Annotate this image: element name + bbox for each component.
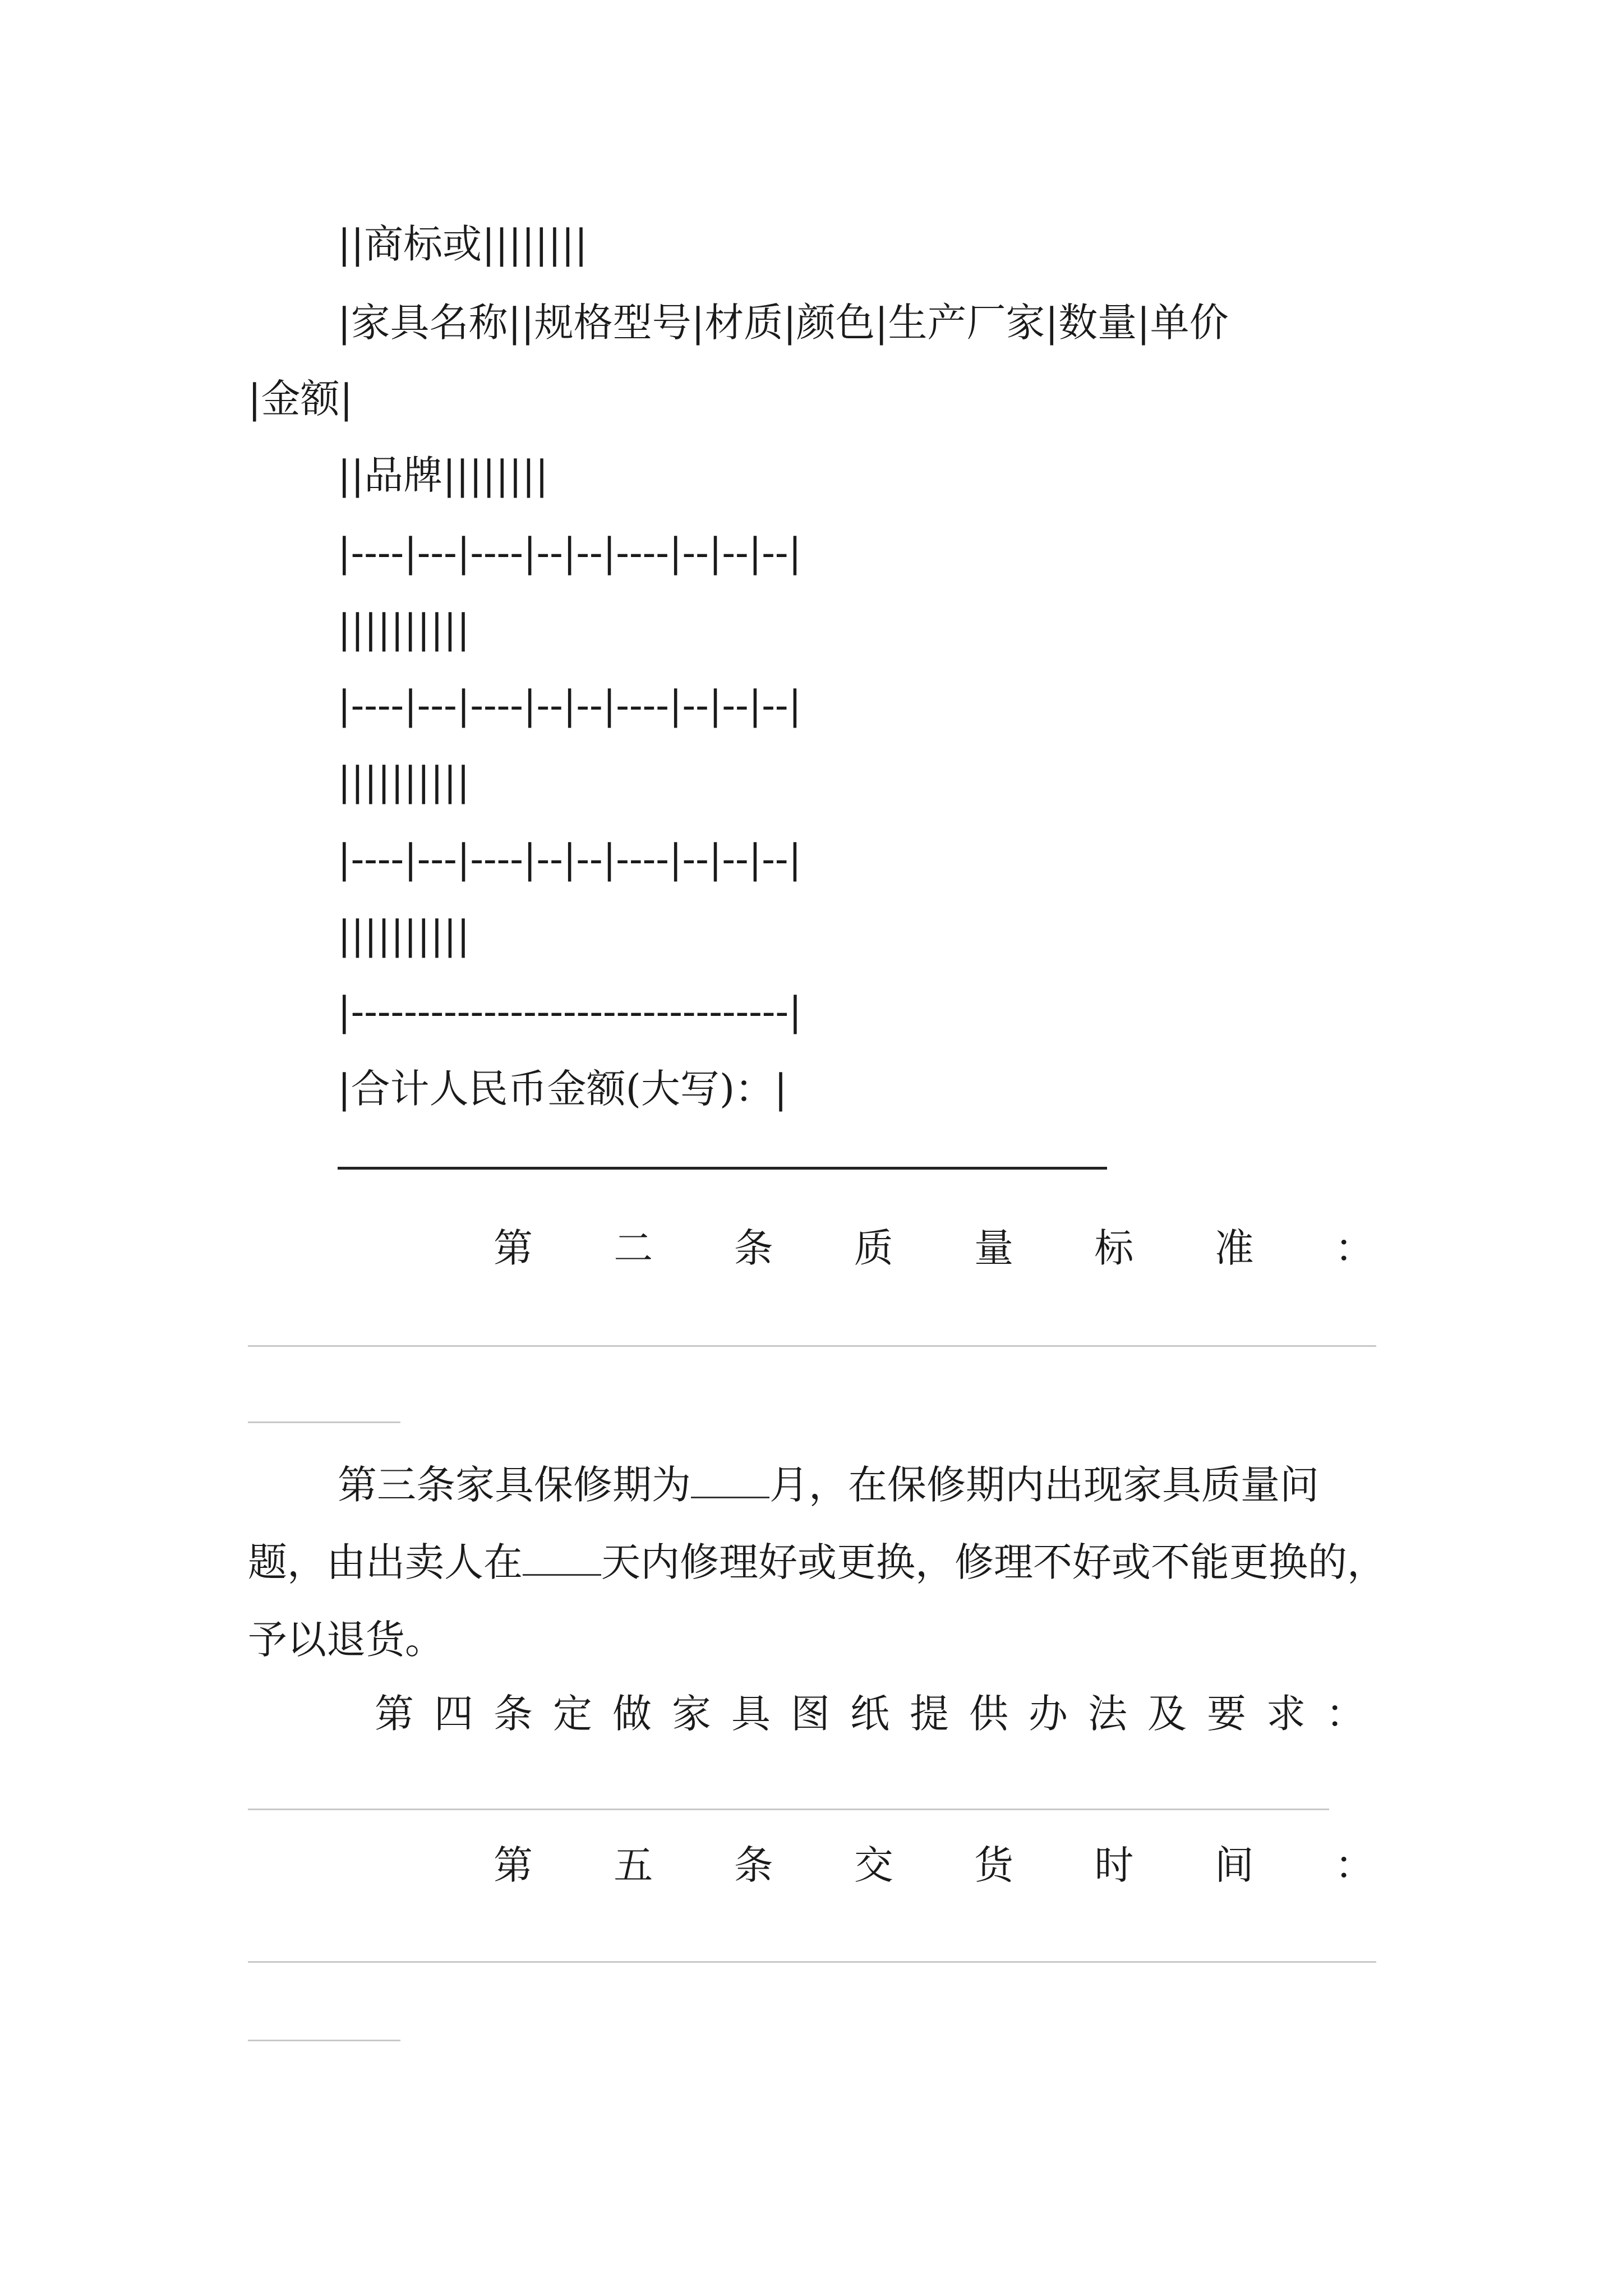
- article-5-char: 货: [974, 1842, 1014, 1888]
- article-2-char: 质: [854, 1225, 893, 1271]
- article-5-char: ：: [1334, 1842, 1374, 1888]
- article-5-fill-line-short: [248, 2040, 400, 2041]
- table-empty-row: ||||||||||: [338, 912, 470, 958]
- table-header-row-2: |家具名称||规格型号|材质|颜色|生产厂家|数量|单价: [338, 300, 1229, 346]
- table-total-amount-label: |合计人民币金额(大写)：|: [338, 1066, 787, 1112]
- article-5-char: 第: [494, 1842, 533, 1888]
- table-empty-row: ||||||||||: [338, 758, 470, 804]
- article-4-heading: 第四条定做家具图纸提供办法及要求：: [375, 1691, 1385, 1737]
- article-2-fill-line-short: [248, 1421, 400, 1423]
- article-2-char: 准: [1214, 1225, 1254, 1271]
- article-5-char: 条: [734, 1842, 773, 1888]
- table-header-row-3: ||品牌||||||||: [338, 452, 548, 498]
- article-5-heading: [494, 1840, 1374, 1890]
- article-2-fill-line: [248, 1345, 1376, 1347]
- article-2-char: 标: [1094, 1225, 1134, 1271]
- article-5-char: 五: [614, 1842, 653, 1888]
- table-header-row-2-continued: |金额|: [248, 376, 353, 422]
- article-3-paragraph: [248, 1446, 1392, 1678]
- article-2-char: 量: [974, 1225, 1014, 1271]
- table-separator: |----|---|----|--|--|----|--|--|--|: [338, 682, 802, 728]
- article-3-text: 月，在保修期内出现家具质量问题，由出卖人在: [248, 1462, 1319, 1585]
- table-separator: |----|---|----|--|--|----|--|--|--|: [338, 836, 802, 882]
- article-2-char: 第: [494, 1225, 533, 1271]
- article-5-char: 时: [1094, 1842, 1134, 1888]
- article-3-text: 天内修理好或更换，修理不好或不能更换的，予以退货。: [248, 1539, 1386, 1663]
- article-2-heading: [494, 1223, 1374, 1273]
- table-header-row-1: ||商标或||||||||: [338, 221, 588, 267]
- table-bottom-rule: [338, 1167, 1107, 1170]
- article-2-char: 二: [614, 1225, 653, 1271]
- article-5-char: 交: [854, 1842, 893, 1888]
- article-2-char: ：: [1334, 1225, 1374, 1271]
- article-5-fill-line: [248, 1961, 1376, 1963]
- repair-days-blank: [523, 1540, 601, 1576]
- warranty-months-blank: [691, 1463, 769, 1498]
- article-2-char: 条: [734, 1225, 773, 1271]
- table-long-separator: |---------------------------------|: [338, 988, 802, 1034]
- article-4-fill-line: [248, 1809, 1329, 1810]
- table-empty-row: ||||||||||: [338, 606, 470, 652]
- table-separator: |----|---|----|--|--|----|--|--|--|: [338, 530, 802, 576]
- article-5-char: 间: [1214, 1842, 1254, 1888]
- article-3-text: 第三条家具保修期为: [338, 1462, 691, 1508]
